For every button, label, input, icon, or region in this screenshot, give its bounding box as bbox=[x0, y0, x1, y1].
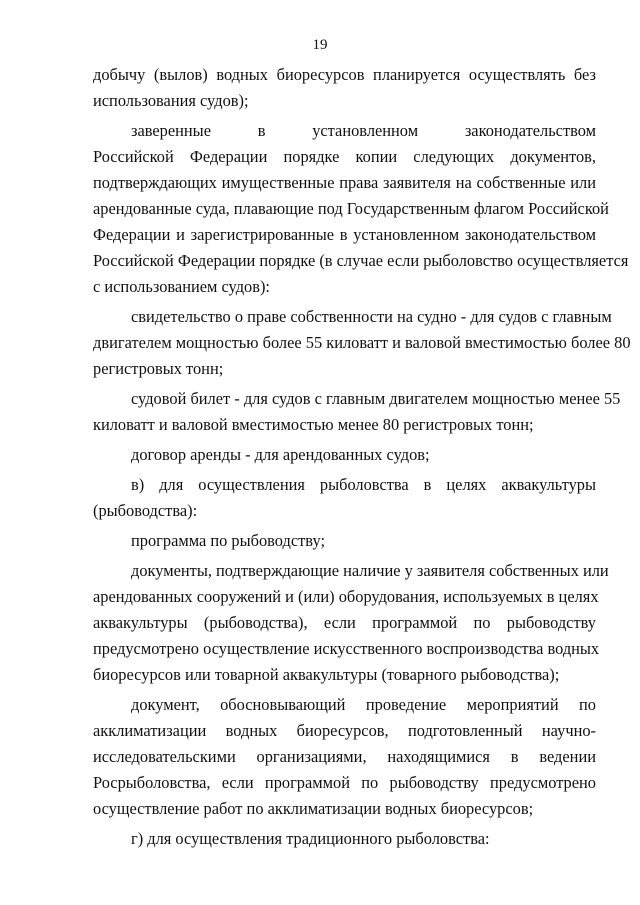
text-line: арендованных сооружений и (или) оборудования, используемых в целях bbox=[93, 587, 599, 606]
text-line: регистровых тонн; bbox=[93, 359, 224, 378]
paragraph-continuation bbox=[93, 62, 596, 114]
text-line: добычу (вылов) водных биоресурсов планируется осуществлять без bbox=[93, 65, 596, 84]
text-line: договор аренды - для арендованных судов; bbox=[131, 445, 430, 464]
text-line: документы, подтверждающие наличие у заявителя собственных или bbox=[131, 561, 609, 580]
text-line: Российской Федерации порядке (в случае если рыболовство осуществляется bbox=[93, 251, 629, 270]
paragraph-certified-copies bbox=[93, 118, 629, 300]
text-line: арендованные суда, плавающие под Государственным флагом Российской bbox=[93, 199, 609, 218]
text-line: г) для осуществления традиционного рыболовства: bbox=[131, 829, 490, 848]
text-line: Федерации и зарегистрированные в установленном законодательством bbox=[93, 225, 596, 244]
document-body bbox=[93, 62, 631, 852]
text-line: исследовательскими организациями, находящимися в ведении bbox=[93, 747, 596, 766]
paragraph-ownership-certificate bbox=[93, 304, 631, 382]
text-line: заверенные в установленном законодательством bbox=[131, 121, 596, 140]
paragraph-fish-farming-program bbox=[93, 528, 596, 554]
paragraph-facilities-documents bbox=[93, 558, 609, 688]
text-line: Российской Федерации порядке копии следующих документов, bbox=[93, 147, 596, 166]
text-line: осуществление работ по акклиматизации водных биоресурсов; bbox=[93, 799, 534, 818]
text-line: использования судов); bbox=[93, 91, 249, 110]
paragraph-ship-ticket bbox=[93, 386, 621, 438]
text-line: акклиматизации водных биоресурсов, подготовленный научно- bbox=[93, 721, 596, 740]
paragraph-acclimatization-document bbox=[93, 692, 596, 822]
text-line: подтверждающих имущественные права заявителя на собственные или bbox=[93, 173, 596, 192]
text-line: аквакультуры (рыбоводства), если программой по рыбоводству bbox=[93, 613, 596, 632]
paragraph-traditional-fishing bbox=[93, 826, 596, 852]
paragraph-lease-agreement bbox=[93, 442, 596, 468]
text-line: двигателем мощностью более 55 киловатт и валовой вместимостью более 80 bbox=[93, 333, 631, 352]
text-line: в) для осуществления рыболовства в целях аквакультуры bbox=[131, 475, 596, 494]
paragraph-aquaculture bbox=[93, 472, 596, 524]
text-line: (рыбоводства): bbox=[93, 501, 198, 520]
text-line: предусмотрено осуществление искусственного воспроизводства водных bbox=[93, 639, 600, 658]
text-line: с использованием судов): bbox=[93, 277, 270, 296]
text-line: документ, обосновывающий проведение мероприятий по bbox=[131, 695, 596, 714]
page-number: 19 bbox=[312, 37, 328, 53]
text-line: киловатт и валовой вместимостью менее 80 регистровых тонн; bbox=[93, 415, 534, 434]
text-line: биоресурсов или товарной аквакультуры (товарного рыбоводства); bbox=[93, 665, 560, 684]
text-line: судовой билет - для судов с главным двигателем мощностью менее 55 bbox=[131, 389, 621, 408]
text-line: свидетельство о праве собственности на судно - для судов с главным bbox=[131, 307, 612, 326]
text-line: программа по рыбоводству; bbox=[131, 531, 326, 550]
text-line: Росрыболовства, если программой по рыбоводству предусмотрено bbox=[93, 773, 596, 792]
